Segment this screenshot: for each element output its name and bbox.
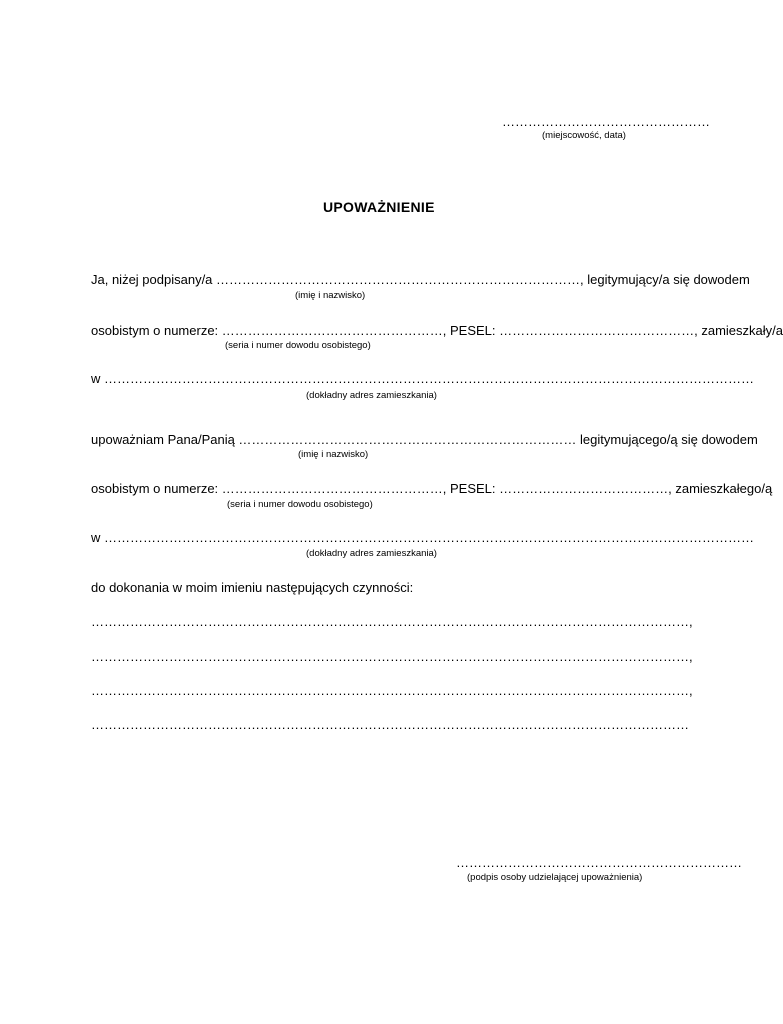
- grantee-address-hint: (dokładny adres zamieszkania): [306, 548, 437, 559]
- grantor-address-hint: (dokładny adres zamieszkania): [306, 390, 437, 401]
- grantee-id-line: osobistym o numerze: ……………………………………………, PESEL: …………………………………, zamieszkałego/ą: [91, 481, 773, 496]
- grantee-address-line: w ……………………………………………………………………………………………………………………………………: [91, 530, 754, 545]
- action-line-3: …………………………………………………………………………………………………………………………,: [91, 683, 693, 698]
- actions-intro: do dokonania w moim imieniu następujących czynności:: [91, 580, 414, 595]
- grantor-name-hint: (imię i nazwisko): [295, 290, 366, 301]
- grantee-name-line: upoważniam Pana/Panią …………………………………………………………………… legitymującego/ą się dowodem: [91, 432, 758, 447]
- place-date-field: …………………………………………: [502, 114, 710, 129]
- grantor-address-line: w ……………………………………………………………………………………………………………………………………: [91, 371, 754, 386]
- grantee-name-hint: (imię i nazwisko): [298, 449, 369, 460]
- grantor-name-line: Ja, niżej podpisany/a …………………………………………………………………………, legitymujący/a się dowodem: [91, 272, 750, 287]
- signature-field: …………………………………………………………: [456, 855, 742, 870]
- action-line-1: …………………………………………………………………………………………………………………………,: [91, 614, 693, 629]
- document-title: UPOWAŻNIENIE: [323, 199, 435, 215]
- grantor-id-line: osobistym o numerze: ……………………………………………, PESEL: ………………………………………, zamieszkały/a: [91, 323, 783, 338]
- action-line-2: …………………………………………………………………………………………………………………………,: [91, 649, 693, 664]
- signature-hint: (podpis osoby udzielającej upoważnienia): [467, 872, 643, 883]
- grantor-id-hint: (seria i numer dowodu osobistego): [225, 340, 371, 351]
- grantee-id-hint: (seria i numer dowodu osobistego): [227, 499, 373, 510]
- action-line-4: …………………………………………………………………………………………………………………………: [91, 717, 689, 732]
- place-date-hint: (miejscowość, data): [542, 130, 626, 141]
